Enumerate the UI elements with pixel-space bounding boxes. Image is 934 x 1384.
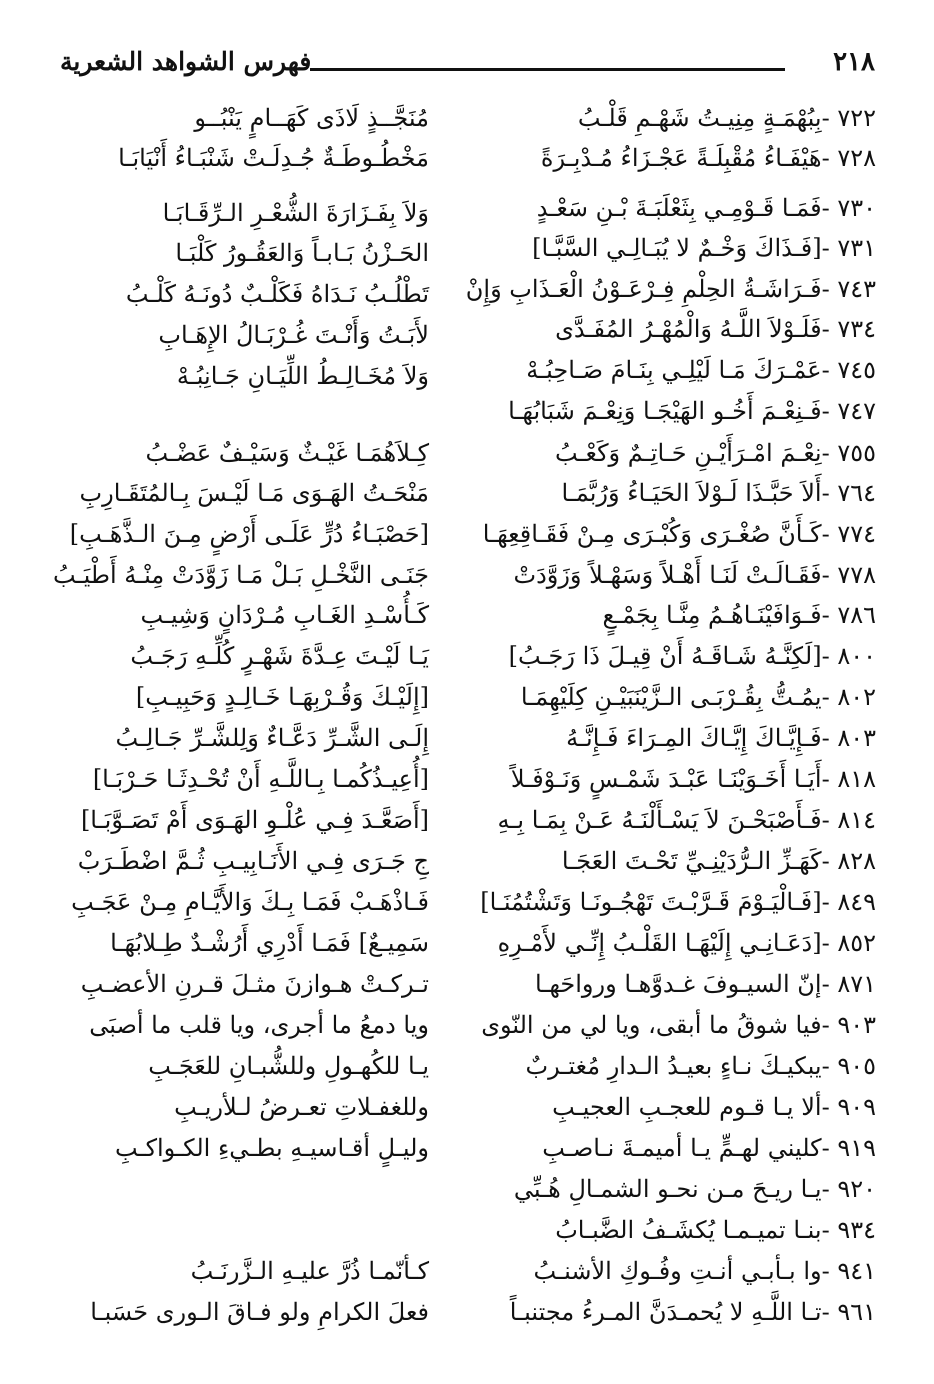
verse-line: ٩٤١ -وا بـأبـي أنـتِ وفُـوكِ الأشنـبُ [533, 1257, 876, 1285]
verse-line: وَلاَ بِفَـزَارَةَ الشُّعْـرِ الـرِّقَـابَـا [162, 199, 429, 227]
verse-line: ٧٣١ -[فَـذَاكَ وَخْـمٌ لا يُبَـالِـي السَّبَّـا] [532, 234, 876, 262]
verse-line: ٧٤٥ -عَمْـرَكَ مَـا لَيْلِـي بِنَـامَ صَـاحِبُـهْ [526, 356, 876, 384]
verse-line: كَـأُسْـدِ الغَـابِ مُـرْدَانٍ وَشِيـبِ [140, 601, 429, 629]
verse-line: ٨٤٩ -[فَـالْيَـوْمَ قَـرَّبْـتَ تَهْجُـونَـا وَتَشْتُمُنَـا] [480, 888, 876, 916]
verse-line: ٩٢٠ -يـا ريـحَ مـن نحـو الشمـالِ هُـبِّي [513, 1175, 876, 1203]
verse-line: ٩٠٩ -ألا يـا قـوم للعجـبِ العجيـبِ [552, 1093, 876, 1121]
verse-line: ٨١٨ -أَيَـا أَخَـوَيْنَـا عَبْـدَ شَمْـسٍ وَنَـوْفَـلاً [510, 765, 876, 793]
verse-line: كِـلاَهُمَـا غَيْـثٌ وَسَيْـفٌ عَضْـبُ [145, 439, 429, 467]
verse-line: كـأنّمـا ذُرَّ عليـهِ الـزَّرنَـبُ [190, 1257, 429, 1285]
verse-line: ٩٦١ -تـا اللَّـهِ لا يُحمـدَنَّ المـرءُ مجتنبـاً [509, 1298, 876, 1326]
verse-line: يَـا لَيْـتَ عِـدَّةَ شَهْـرٍ كُلِّـهِ رَجَـبُ [130, 642, 429, 670]
verse-line: وللغفـلاتِ تعـرضُ لـلأريـبِ [174, 1093, 429, 1121]
verse-line: [أَصَعَّـدَ فِـي عُلْـوِ الهَـوَى أَمْ تَصَـوَّبَـا] [80, 806, 429, 834]
verse-line: ٨٠٣ -فَـإِيَّـاكَ إِيَّـاكَ المِـرَاءَ فَـإِنَّـهُ [566, 724, 876, 752]
verse-line: سَمِيـعٌ] فَمَـا أَدْرِي أَرُشْـدٌ طِـلابُهَـا [110, 929, 429, 957]
verse-line: ٧٧٤ -كَـأَنَّ صُغْـرَى وَكُبْـرَى مِـنْ فَقَـاقِعِهَـا [482, 520, 876, 548]
verse-line: ٧٤٧ -فَـنِعْـمَ أَخُـو الهَيْجَـا وَنِعْـمَ شَبَابُهَـا [508, 397, 876, 425]
verse-line: ٧٢٢ -بِبُهْمَـةٍ مِنِيـتُ شَهْـمِ قَلْـبُ [577, 104, 876, 132]
verse-line: ٨٧١ -إنّ السيـوفَ غـدوَّهـا ورواحَهـا [535, 970, 876, 998]
verse-line: [إِلَيْـكَ وَقُـرْبِهَـا خَـالِـدٍ وَحَبِيـبِ] [135, 683, 429, 711]
verse-line: ٧٢٨ -هَيْفَـاءُ مُقْبِلَـةً عَجْـزَاءُ مُـدْبِـرَةً [540, 144, 876, 172]
verse-line: ٨٠٠ -[لَكِنَّـهُ شَـاقَـهُ أَنْ قِيـلَ ذَا رَجَـبُ] [508, 642, 876, 670]
verse-line: الحَـزْنُ بَـابـاً وَالعَقُـورُ كَلْبَـا [175, 239, 429, 267]
verse-line: ٨٥٢ -[دَعَـانِـي إِلَيْهَـا القَلْـبُ إِنِّـي لأَمْـرِهِ [497, 929, 876, 957]
verse-line: وليـلٍ أقـاسيـهِ بطـيءِ الكـواكـبِ [114, 1134, 429, 1162]
verse-line: تـركـتْ هـوازنَ مثـلَ قـرنِ الأعضـبِ [80, 970, 429, 998]
verse-line: إِلَـى الشَّـرِّ دَعَّـاءٌ وَلِلشَّـرِّ جَـالِـبُ [115, 724, 429, 752]
verse-line: مَنْحَـتُ الهَـوَى مَـا لَيْـسَ بِـالمُتَقَـارِبِ [79, 479, 429, 507]
header-rule [310, 68, 785, 71]
verse-line: ٩١٩ -كليني لهـمٍّ يـا أميمـةَ نـاصـبِ [542, 1134, 876, 1162]
verse-line: ٧٣٠ -فَمَـا قَـوْمِـي بِثَعْلَبَـةَ بْـنِ سَعْـدٍ [536, 194, 876, 222]
verse-line: ٧٤٣ -فَـرَاشَـةُ الحِلْمِ فِـرْعَـوْنُ الْعَـذَابِ وَإِنْ [465, 275, 876, 303]
verse-line: مُنَجَّــذٍ لَاذَى كَهَــامٍ يَنْبُــو [194, 104, 429, 132]
verse-line: لأَبَـتُ وَأَنْـتَ غُـرْبَـالُ الإِهَـابِ [158, 321, 429, 349]
page-header [60, 44, 875, 84]
verse-line: ٨٠٢ -يمُـتُّ بِقُـرْبَـى الـزَّيْنَبَيْـنِ كِلَيْهِمَـا [520, 683, 876, 711]
verse-line: فَـاذْهَـبْ فَمَـا بِـكَ وَالأَيَّـامِ مِـنْ عَجَـبِ [71, 888, 429, 916]
verse-line: ٧٨٦ -فَـوَافَيْنَـاهُـمُ مِنَّـا بِجَمْـعٍ [602, 601, 876, 629]
verse-line: [أُعِيـذُكُمـا بِـاللَّـهِ أَنْ تُحْـدِثَـا حَـرْبَـا] [92, 765, 429, 793]
verse-line: ويا دمعُ ما أجرى، ويا قلب ما أصبَى [89, 1011, 429, 1039]
verse-line: ٧٦٤ -أَلاَ حَبَّـذَا لَـوْلاَ الحَيَـاءُ وَرُبَّمَـا [561, 479, 876, 507]
verse-line: وَلاَ مُخَـالِـطُ اللِّيَـانِ جَـانِبُـهْ [176, 362, 429, 390]
verse-line: ٩٠٥ -يبكيـكَ نـاءٍ بعيـدُ الـدارِ مُغتـربٌ [525, 1052, 876, 1080]
verse-line: ٧٣٤ -فَلَـوْلاَ اللَّـهُ وَالْمُهْـرُ المُفَـدَّى [555, 315, 876, 343]
verse-line: فعلَ الكرامِ ولو فـاقَ الـورى حَسَبـا [90, 1298, 429, 1326]
verse-line: [حَصْبَـاءُ دُرٍّ عَلَـى أَرْضٍ مِـنَ الـذَّهَـبِ] [69, 520, 429, 548]
verse-line: ٧٧٨ -فَقَـالَـتْ لَنَـا أَهْـلاً وَسَهْـلاً وَزَوَّدَتْ [513, 561, 876, 589]
verse-line: جَنَـى النَّخْـلِ بَـلْ مَـا زَوَّدَتْ مِنْـهُ أَطْيَـبُ [53, 561, 429, 589]
verse-line: مَخْطُـوطَـةٌ جُـدِلَـتْ شَنْبَـاءُ أَنْيَابَـا [118, 144, 429, 172]
verse-line: ٨٢٨ -كَهَـزِّ الـرُّدَيْنِـيِّ تَحْـتَ العَجَـا [561, 847, 876, 875]
verse-line: يـا للكُهـولِ وللشُّبـانِ للعَجَـبِ [148, 1052, 429, 1080]
page-number: ٢١٨ [833, 47, 875, 77]
verse-line: ٨١٤ -فَـأَصْبَحْـنَ لاَ يَسْـأَلْنَـهُ عَـنْ بِمَـا بِـهِ [497, 806, 876, 834]
verse-line: ٧٥٥ -نِعْـمَ امْـرَأَيْـنِ حَـاتِـمٌ وَكَعْـبُ [554, 439, 876, 467]
verse-line: جِ جَـرَى فِـي الأَنَـابِيـبِ ثُـمَّ اضْطَـرَبْ [77, 847, 429, 875]
verse-line: ٩٣٤ -بنـا تميـمـا يُكشَـفُ الضَّبـابُ [555, 1216, 876, 1244]
running-title: فهرس الشواهد الشعرية [60, 47, 312, 76]
verse-line: ٩٠٣ -فيا شوقُ ما أبقى، ويا لي من النّوى [481, 1011, 876, 1039]
verse-line: تَطْلُـبُ نَـدَاهُ فَكَلْـبٌ دُونَـهُ كَلْـبُ [125, 280, 429, 308]
